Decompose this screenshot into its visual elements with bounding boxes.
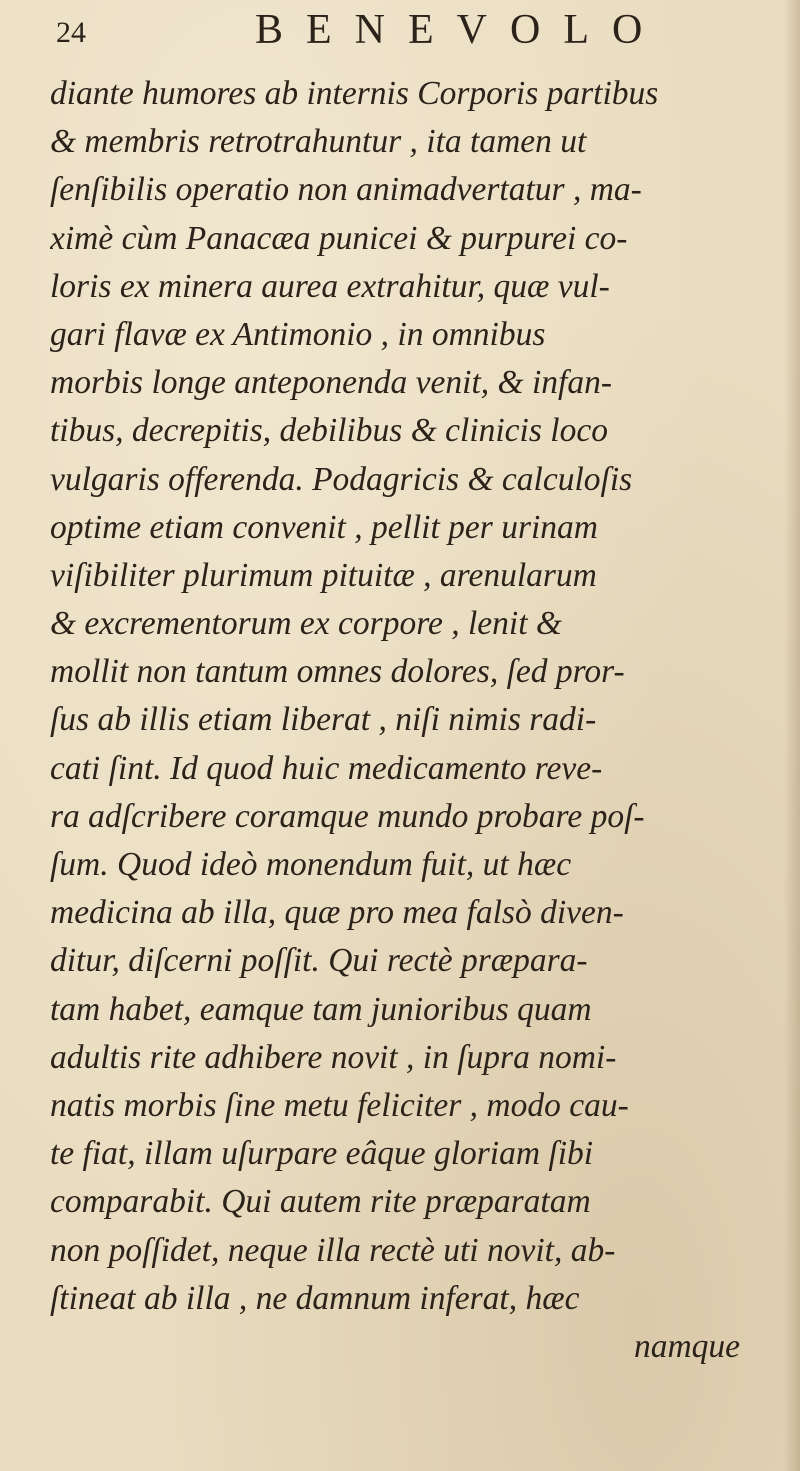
text-line: comparabit. Qui autem rite præparatam (50, 1183, 591, 1221)
text-line: ſum. Quod ideò monendum fuit, ut hæc (50, 846, 572, 883)
text-line: ſus ab illis etiam liberat , niſi nimis radi- (50, 701, 597, 739)
body-text (50, 70, 770, 1371)
text-line: & excrementorum ex corpore , lenit & (50, 605, 562, 643)
catchword: namque (633, 1327, 740, 1365)
text-line: ditur, diſcerni poſſit. Qui rectè præpara- (50, 942, 588, 980)
text-line: ximè cùm Panacæa punicei & purpurei co- (50, 219, 628, 257)
text-line: viſibiliter plurimum pituitæ , arenularum (50, 556, 597, 594)
page-header (0, 0, 800, 80)
text-line: te fiat, illam uſurpare eâque gloriam ſibi (50, 1135, 594, 1173)
running-head: BENEVOLO (255, 7, 666, 53)
page-edge (784, 0, 800, 1471)
text-line: natis morbis ſine metu feliciter , modo cau- (50, 1086, 629, 1124)
text-line: cati ſint. Id quod huic medicamento reve- (50, 749, 603, 787)
text-line: medicina ab illa, quæ pro mea falsò diven- (50, 894, 624, 932)
page-number: 24 (56, 16, 86, 49)
text-line: diante humores ab internis Corporis partibus (50, 75, 659, 112)
text-line: tam habet, eamque tam junioribus quam (50, 990, 592, 1028)
text-line: optime etiam convenit , pellit per urinam (50, 508, 598, 546)
text-line: ſtineat ab illa , ne damnum inferat, hæc (50, 1279, 580, 1317)
text-line: ſenſibilis operatio non animadvertatur , ma- (50, 171, 642, 209)
text-line: gari flavæ ex Antimonio , in omnibus (50, 315, 546, 353)
text-line: vulgaris offerenda. Podagricis & calculoſis (50, 460, 633, 498)
text-line: morbis longe anteponenda venit, & infan- (50, 364, 612, 402)
text-line: loris ex minera aurea extrahitur, quæ vul- (50, 267, 610, 305)
text-line: adultis rite adhibere novit , in ſupra nomi- (50, 1038, 617, 1076)
text-line: & membris retrotrahuntur , ita tamen ut (50, 123, 587, 161)
text-line: ra adſcribere coramque mundo probare poſ- (50, 797, 645, 835)
text-line: tibus, decrepitis, debilibus & clinicis loco (50, 412, 608, 450)
text-line: mollit non tantum omnes dolores, ſed pror- (50, 653, 625, 691)
text-line: non poſſidet, neque illa rectè uti novit, ab- (50, 1231, 616, 1269)
